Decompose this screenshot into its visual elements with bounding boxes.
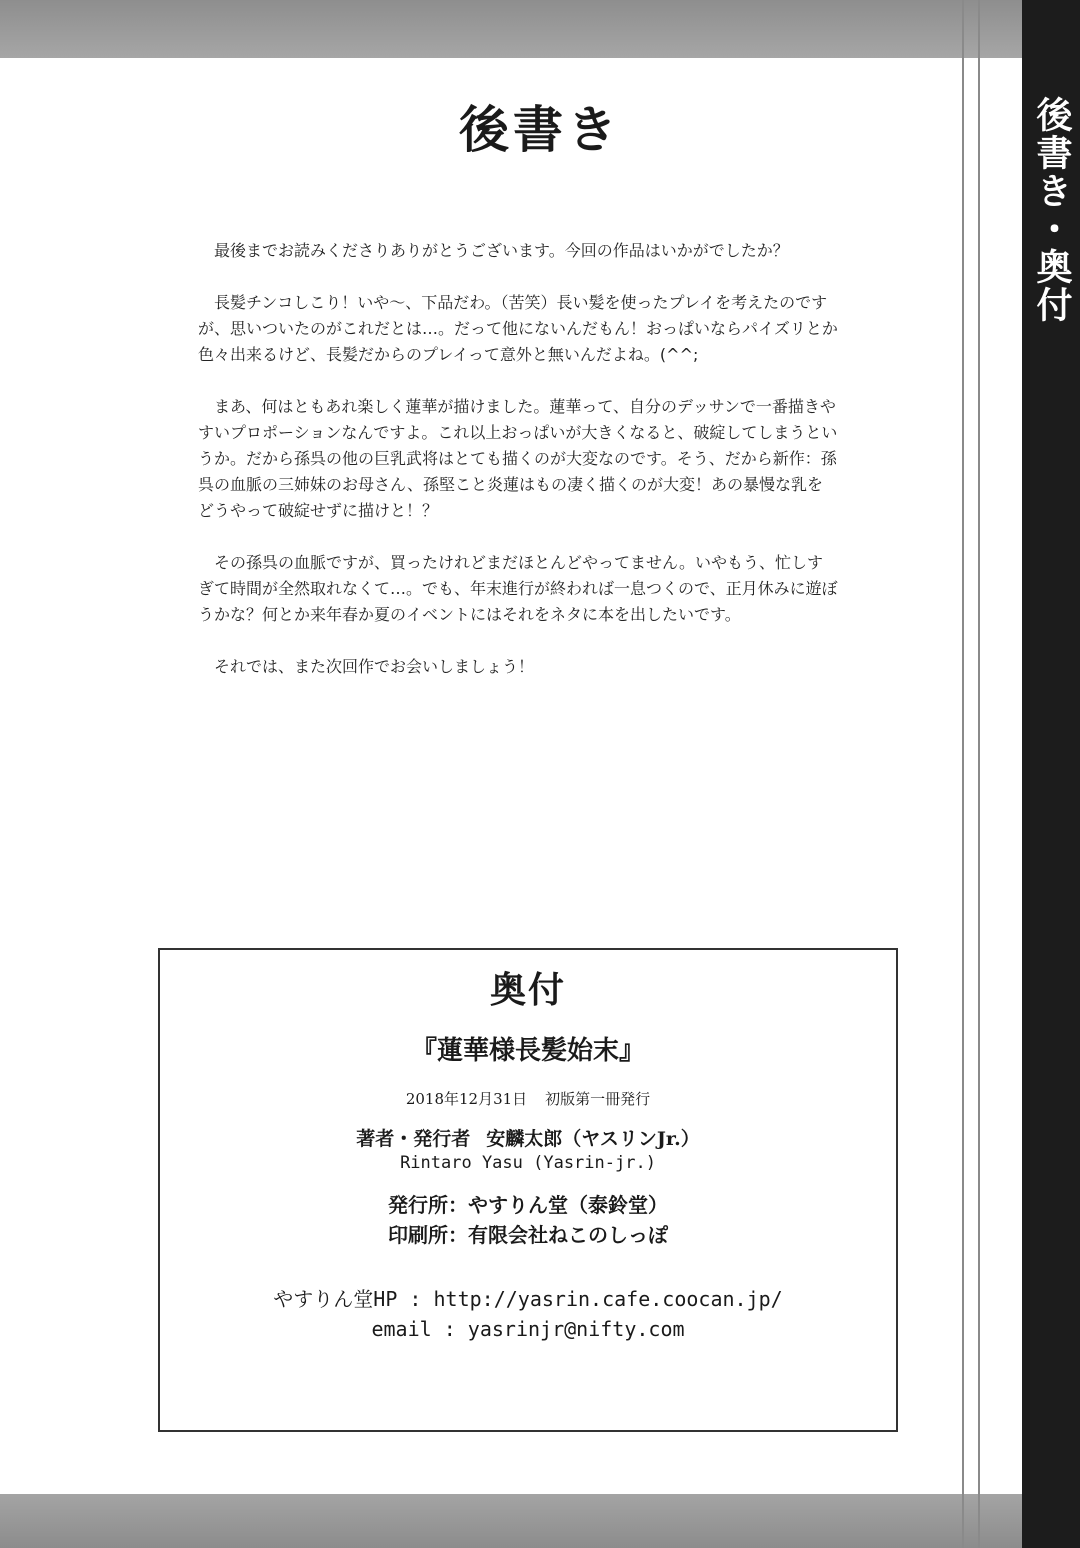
afterword-paragraph: それでは、また次回作でお会いしましょう！ — [214, 657, 535, 676]
afterword-paragraph: まあ、何はともあれ楽しく蓮華が描けました。蓮華って、自分のデッサンで一番描きやすいプロポーションなんですよ。これ以上おっぱいが大きくなると、破綻してしまうというか。だから孫呉の他の巨乳武将はとても描くのが大変なのです。そう、だから新作：孫呉の血脈の三姉妹のお母さん、孫堅こと炎蓮はもの凄く描くのが大変！あの暴慢な乳をどうやって破綻せずに描けと！？ — [198, 397, 838, 520]
publication-date: 2018年12月31日 — [405, 1090, 528, 1108]
homepage-link[interactable]: やすりん堂HP : http://yasrin.cafe.coocan.jp/ — [273, 1287, 783, 1311]
top-band — [0, 0, 1080, 58]
side-title: 後書き・奥付 — [1031, 96, 1072, 324]
afterword-title: 後書き — [459, 101, 621, 159]
colophon-title: 奥付 — [489, 970, 566, 1011]
publication-date-line — [160, 1088, 896, 1109]
afterword-paragraph: その孫呉の血脈ですが、買ったけれどまだほとんどやってません。いやもう、忙しすぎて時間が全然取れなくて…。でも、年末進行が終われば一息つくので、正月休みに遊ぼうかな？何とか来年春か夏のイベントにはそれをネタに本を出したいです。 — [198, 553, 838, 624]
bottom-band — [0, 1494, 1080, 1548]
author-name: 安麟太郎（ヤスリンJr.） — [486, 1128, 700, 1150]
author-name-english: Rintaro Yasu (Yasrin-jr.) — [400, 1153, 656, 1173]
afterword-body — [198, 238, 838, 706]
publisher-block — [160, 1190, 896, 1250]
colophon-box — [158, 948, 898, 1432]
afterword-paragraph: 長髪チンコしこり！いや〜、下品だわ。（苦笑）長い髪を使ったプレイを考えたのですが、思いついたのがこれだとは…。だって他にないんだもん！おっぱいならパイズリとか色々出来るけど、長髪だからのプレイって意外と無いんだよね。(^^; — [198, 293, 838, 364]
work-title: 『蓮華様長髪始末』 — [410, 1036, 645, 1066]
side-divider-line — [962, 0, 964, 1548]
email-link[interactable]: email : yasrinjr@nifty.com — [371, 1317, 685, 1341]
contact-block — [160, 1284, 896, 1344]
printer: 印刷所：有限会社ねこのしっぽ — [388, 1223, 668, 1247]
publisher: 発行所：やすりん堂（泰鈴堂） — [388, 1193, 668, 1217]
side-divider-line — [978, 0, 980, 1548]
afterword-paragraph: 最後までお読みくださりありがとうございます。今回の作品はいかがでしたか？ — [214, 241, 789, 260]
author-line — [160, 1124, 896, 1151]
author-label: 著者・発行者 — [356, 1128, 471, 1150]
edition: 初版第一冊発行 — [545, 1090, 651, 1108]
